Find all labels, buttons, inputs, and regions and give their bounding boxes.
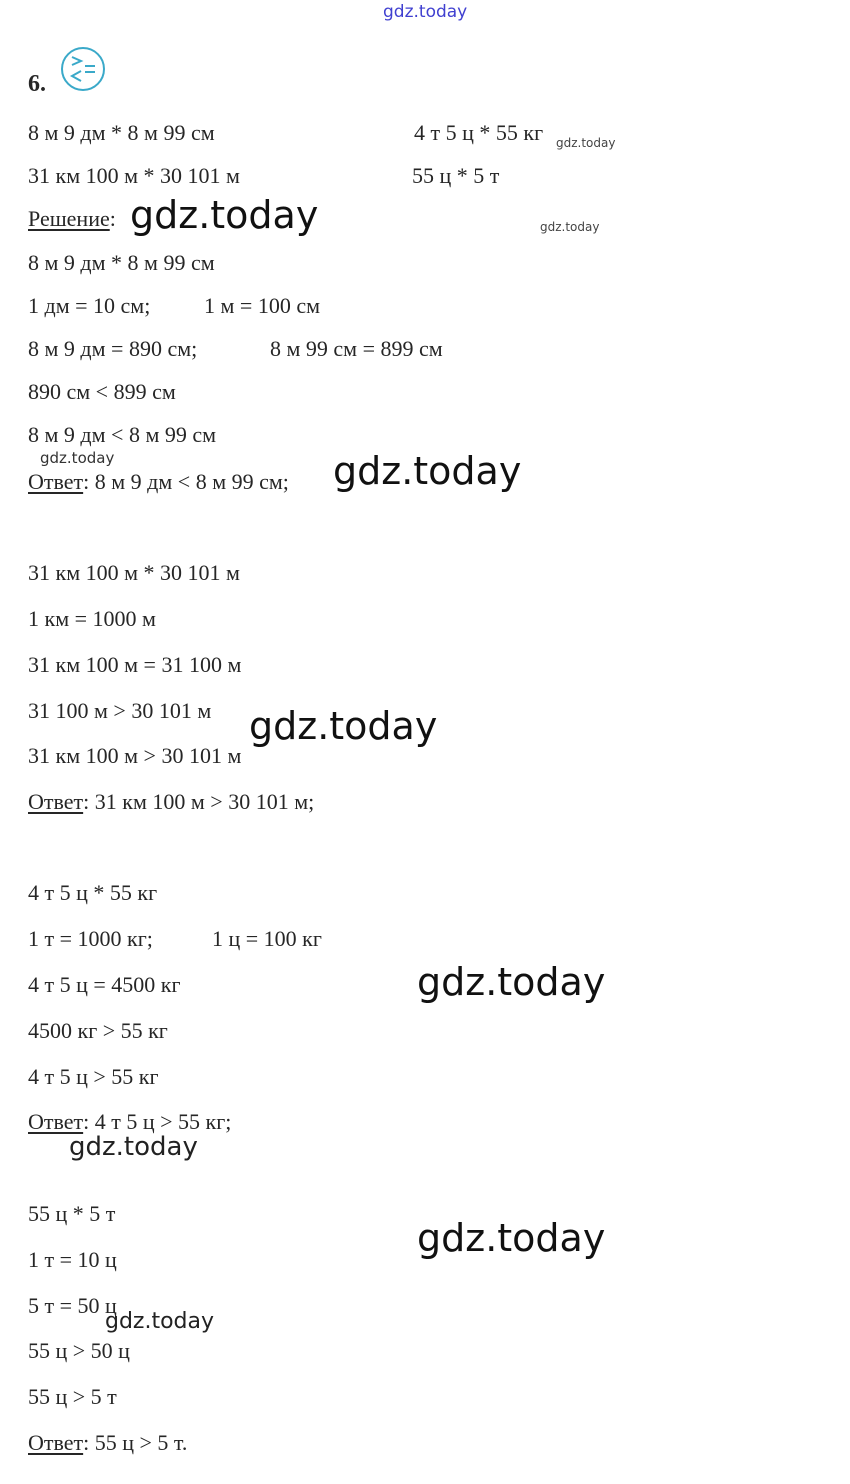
block1-line-3: 1 м = 100 см <box>204 293 321 318</box>
block2-line-2: 1 км = 1000 м <box>28 606 156 631</box>
watermark-mid-2: gdz.today <box>105 1309 215 1334</box>
block4-line-5: 55 ц > 5 т <box>28 1384 117 1409</box>
condition-right-1: 4 т 5 ц * 55 кг <box>414 120 544 145</box>
block3-answer-text: : 4 т 5 ц > 55 кг; <box>83 1109 232 1134</box>
watermark-tiny-2: gdz.today <box>540 220 600 234</box>
watermark-small-1: gdz.today <box>40 449 115 467</box>
block2-line-1: 31 км 100 м * 30 101 м <box>28 560 240 585</box>
block4-line-3: 5 т = 50 ц <box>28 1293 117 1318</box>
watermark-big-4: gdz.today <box>417 960 606 1004</box>
answer-label: Ответ <box>28 1109 84 1134</box>
block4-line-1: 55 ц * 5 т <box>28 1201 116 1226</box>
block2-line-4: 31 100 м > 30 101 м <box>28 698 212 723</box>
block1-line-4: 8 м 9 дм = 890 см; <box>28 336 198 361</box>
block3-line-6: 4 т 5 ц > 55 кг <box>28 1064 159 1089</box>
condition-left-1: 8 м 9 дм * 8 м 99 см <box>28 120 215 145</box>
solution-heading: Решение: <box>28 206 116 231</box>
block4-answer <box>28 1432 187 1454</box>
solution-label: Решение <box>28 206 110 231</box>
watermark-big-2: gdz.today <box>333 449 522 493</box>
block1-answer-text: : 8 м 9 дм < 8 м 99 см; <box>83 469 289 494</box>
compare-signs-icon <box>59 45 107 93</box>
block2-line-3: 31 км 100 м = 31 100 м <box>28 652 242 677</box>
block3-line-4: 4 т 5 ц = 4500 кг <box>28 972 181 997</box>
block1-line-6: 890 см < 899 см <box>28 379 176 404</box>
block3-line-5: 4500 кг > 55 кг <box>28 1018 168 1043</box>
block2-answer-text: : 31 км 100 м > 30 101 м; <box>83 789 315 814</box>
block3-line-3: 1 ц = 100 кг <box>212 926 322 951</box>
block1-line-7: 8 м 9 дм < 8 м 99 см <box>28 422 217 447</box>
block3-line-1: 4 т 5 ц * 55 кг <box>28 880 158 905</box>
block3-line-2: 1 т = 1000 кг; <box>28 926 153 951</box>
watermark-big-5: gdz.today <box>417 1216 606 1260</box>
top-watermark: gdz.today <box>383 2 468 22</box>
block3-answer <box>28 1111 231 1133</box>
block4-line-2: 1 т = 10 ц <box>28 1247 117 1272</box>
block4-answer-text: : 55 ц > 5 т. <box>83 1430 188 1455</box>
task-number: 6. <box>28 71 46 97</box>
block1-line-1: 8 м 9 дм * 8 м 99 см <box>28 250 215 275</box>
block1-answer <box>28 471 289 493</box>
block2-answer <box>28 791 314 813</box>
block2-line-5: 31 км 100 м > 30 101 м <box>28 743 242 768</box>
answer-label: Ответ <box>28 1430 84 1455</box>
block1-line-5: 8 м 99 см = 899 см <box>270 336 443 361</box>
watermark-big-1: gdz.today <box>130 193 319 237</box>
watermark-tiny-1: gdz.today <box>556 136 616 150</box>
watermark-mid-1: gdz.today <box>69 1132 198 1162</box>
answer-label: Ответ <box>28 789 84 814</box>
condition-right-2: 55 ц * 5 т <box>412 163 500 188</box>
answer-label: Ответ <box>28 469 84 494</box>
block1-line-2: 1 дм = 10 см; <box>28 293 151 318</box>
condition-left-2: 31 км 100 м * 30 101 м <box>28 163 240 188</box>
watermark-big-3: gdz.today <box>249 704 438 748</box>
block4-line-4: 55 ц > 50 ц <box>28 1338 130 1363</box>
